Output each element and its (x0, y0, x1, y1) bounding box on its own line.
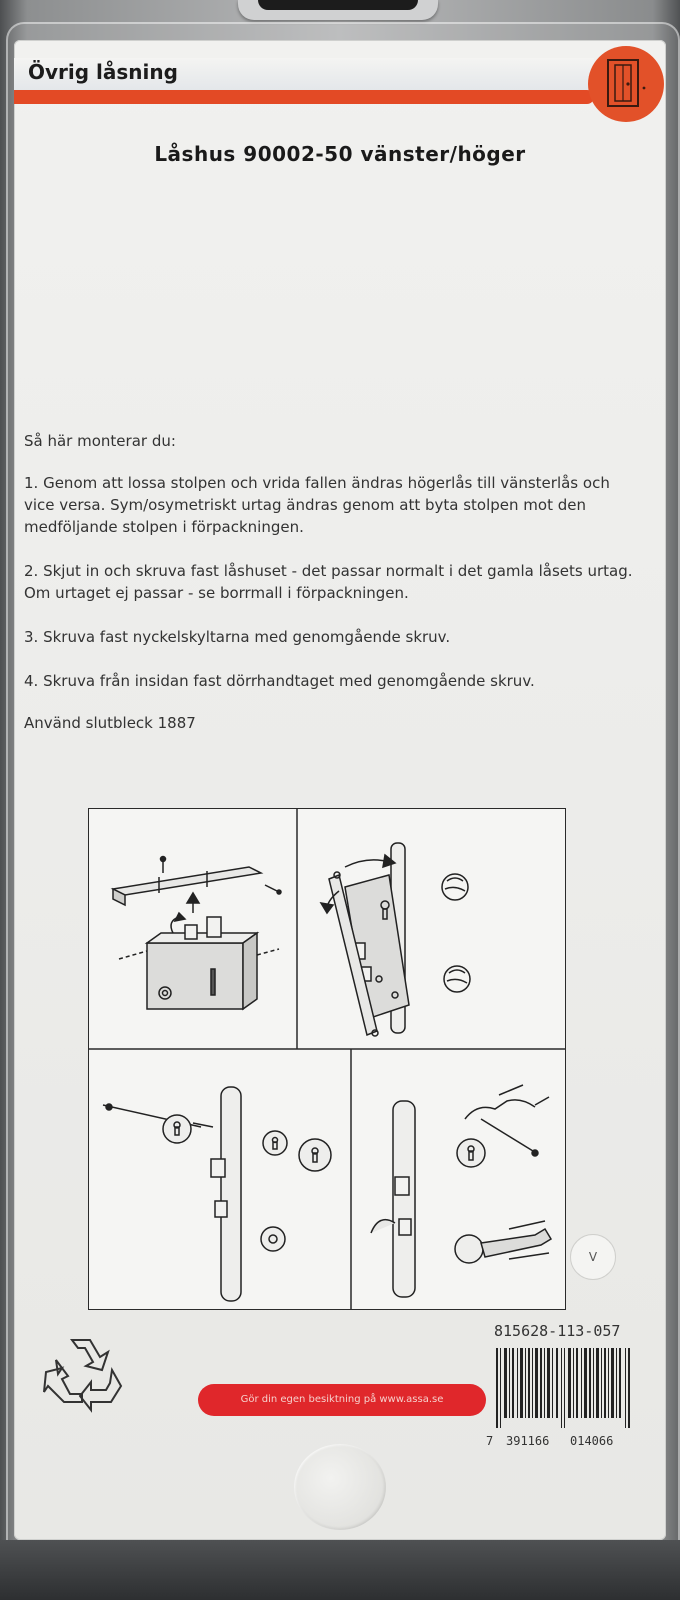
diagram-step-4 (371, 1085, 551, 1297)
strike-plate-note: Använd slutbleck 1887 (24, 714, 196, 732)
packaging-card (14, 40, 666, 1540)
hanger-tab (238, 0, 438, 20)
hanger-slot (258, 0, 418, 10)
recycle-icon (42, 1330, 126, 1414)
mark-v: V (570, 1234, 616, 1280)
ean-prefix: 7 (486, 1434, 494, 1448)
barcode (496, 1348, 632, 1428)
inspection-slogan: Gör din egen besiktning på www.assa.se (198, 1384, 486, 1416)
installation-diagrams (88, 808, 566, 1310)
door-icon (588, 46, 664, 122)
instructions (24, 430, 644, 734)
instruction-step-1: 1. Genom att lossa stolpen och vrida fallen ändras högerlås till vänsterlås och vice versa. Sym/osymetriskt urtag ändras genom att byta stolpen mot den medföljande stolpen i förpackningen. (24, 474, 610, 536)
bottom-edge (0, 1540, 680, 1600)
diagram-grid (89, 809, 565, 1309)
ean-right-group: 014066 (570, 1434, 614, 1448)
ean-left-group: 391166 (506, 1434, 550, 1448)
article-number: 815628-113-057 (494, 1322, 621, 1340)
instruction-step-2: 2. Skjut in och skruva fast låshuset - det passar normalt i det gamla låsets urtag. Om urtaget ej passar - se borrmall i förpackningen. (24, 562, 633, 602)
instructions-intro: Så här monterar du: (24, 432, 176, 450)
category-label: Övrig låsning (28, 60, 178, 84)
instruction-step-3: 3. Skruva fast nyckelskyltarna med genomgående skruv. (24, 628, 451, 646)
door-badge (588, 46, 664, 122)
embossed-logo (294, 1444, 386, 1530)
diagram-step-2 (321, 843, 470, 1036)
diagram-step-1 (113, 857, 281, 1010)
instruction-step-4: 4. Skruva från insidan fast dörrhandtaget med genomgående skruv. (24, 672, 535, 690)
header-accent-bar (14, 90, 594, 104)
product-title: Låshus 90002-50 vänster/höger (154, 142, 526, 166)
diagram-step-3 (103, 1087, 331, 1301)
